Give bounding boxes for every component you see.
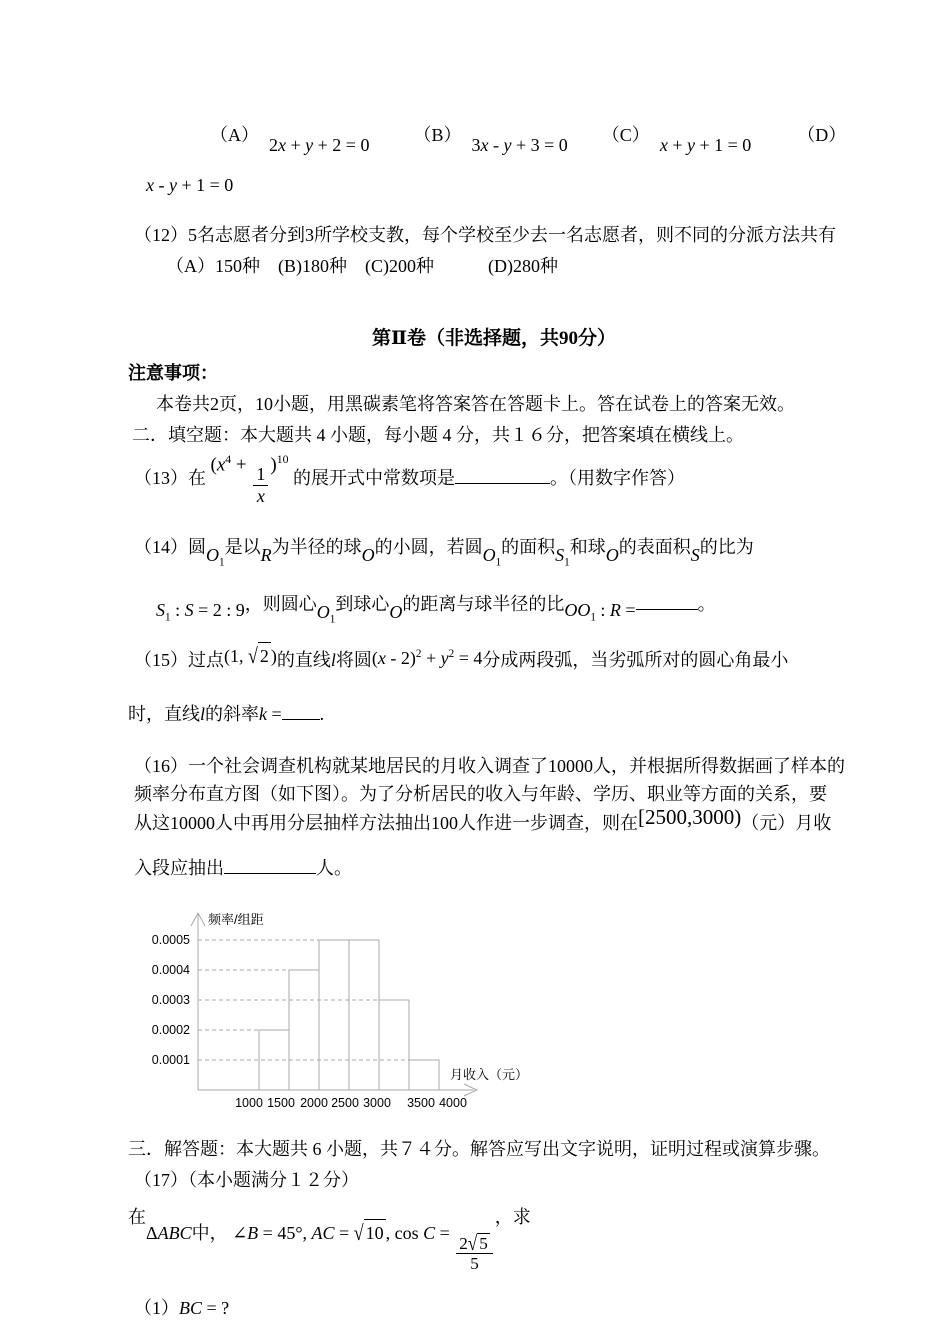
question-14-line-1: （14）圆$O_1$是以R为半径的球O的小圆，若圆$O_1$的面积$S_1$和球O的表面积S的比为 <box>134 537 754 569</box>
x-tick-label: 1000 <box>235 1096 263 1111</box>
question-17-given: 在ΔABC中， ∠B = 45°, AC = √ 10 , cos C = $\frac{2√ 5}{5}$ ，求 <box>128 1207 531 1274</box>
question-17-heading: （17）（本小题满分１２分） <box>134 1170 359 1191</box>
bar <box>349 940 379 1090</box>
question-14-line-2: $S_1$ : S = 2 : 9，则圆心$O_1$到球心O的距离与球半径的比$OO_1$ : R = 。 <box>128 590 860 640</box>
y-tick-label: 0.0004 <box>151 963 190 978</box>
question-16-line-1: （16）一个社会调查机构就某地居民的月收入调查了10000人，并根据所得数据画了样本的 <box>134 756 845 777</box>
y-tick-label: 0.0001 <box>151 1053 190 1068</box>
y-tick-label: 0.0002 <box>151 1023 190 1038</box>
option-b-label: （B） <box>413 125 462 145</box>
question-16 <box>128 752 860 882</box>
frequency-histogram <box>144 902 860 1122</box>
question-16-line-2: 频率分布直方图（如下图）。为了分析居民的收入与年龄、学历、职业等方面的关系，要 <box>134 784 827 805</box>
y-tick-label: 0.0005 <box>151 933 190 948</box>
bar <box>409 1060 439 1090</box>
bar <box>289 970 319 1090</box>
question-16-line-3: 从这10000人中再用分层抽样方法抽出100人作进一步调查，则在[2500,3000)（元）月收 <box>134 805 832 834</box>
notice-heading: 注意事项： <box>128 362 218 383</box>
option-c-label: （C） <box>601 125 650 145</box>
option-b-equation: 3x - y + 3 = 0 <box>471 135 568 155</box>
option-a-equation: 2x + y + 2 = 0 <box>269 135 370 155</box>
y-tick-label: 0.0003 <box>151 993 190 1008</box>
y-axis-title: 频率/组距 <box>208 912 264 928</box>
x-tick-label: 3000 <box>363 1096 391 1111</box>
fill-in-section-heading: 二．填空题：本大题共 4 小题，每小题 4 分，共１６分，把答案填在横线上。 <box>132 425 744 446</box>
section-2-title: 第Ⅱ卷（非选择题，共90分） <box>371 328 616 350</box>
option-c-equation: x + y + 1 = 0 <box>659 135 752 155</box>
question-15-line-1: （15）过点(1, √ 2 )的直线l将圆$(x - 2)^2 + y^2 = 4$分成两段弧，当劣弧所对的圆心角最小 <box>134 644 789 671</box>
chart-svg <box>144 902 534 1117</box>
x-tick-label: 1500 <box>267 1096 295 1111</box>
question-12-options: （A）150种 (B)180种 (C)200种 (D)280种 <box>166 256 558 277</box>
x-tick-label: 2500 <box>331 1096 359 1111</box>
question-12-text: （12）5名志愿者分到3所学校支教，每个学校至少去一名志愿者，则不同的分派方法共有 <box>134 225 836 246</box>
option-d-equation: x - y + 1 = 0 <box>146 175 234 196</box>
notice-body: 本卷共2页，10小题，用黑碳素笔将答案答在答题卡上。答在试卷上的答案无效。 <box>156 394 795 415</box>
x-tick-label: 2000 <box>300 1096 328 1111</box>
bar <box>379 1000 409 1090</box>
question-16-line-4: 入段应抽出 人。 <box>134 854 860 882</box>
question-11-options-row <box>128 122 860 155</box>
bar <box>319 940 349 1090</box>
question-17-part-1: （1）BC = ? <box>134 1298 230 1319</box>
x-tick-label: 4000 <box>439 1096 467 1111</box>
option-d-label: （D） <box>797 125 847 145</box>
x-axis-title: 月收入（元） <box>450 1067 529 1083</box>
x-tick-label: 3500 <box>407 1096 435 1111</box>
option-a-label: （A） <box>210 125 259 145</box>
section-3-heading: 三．解答题：本大题共 6 小题，共７４分。解答应写出文字说明，证明过程或演算步骤。 <box>128 1139 830 1160</box>
question-15-line-2: 时，直线l的斜率k = . <box>128 700 860 732</box>
question-13: （13）在 ($x^4$ + $\frac{1}{x}$ )$^{10}$ 的展开式中常数项是 。（用数字作答） <box>134 452 685 506</box>
